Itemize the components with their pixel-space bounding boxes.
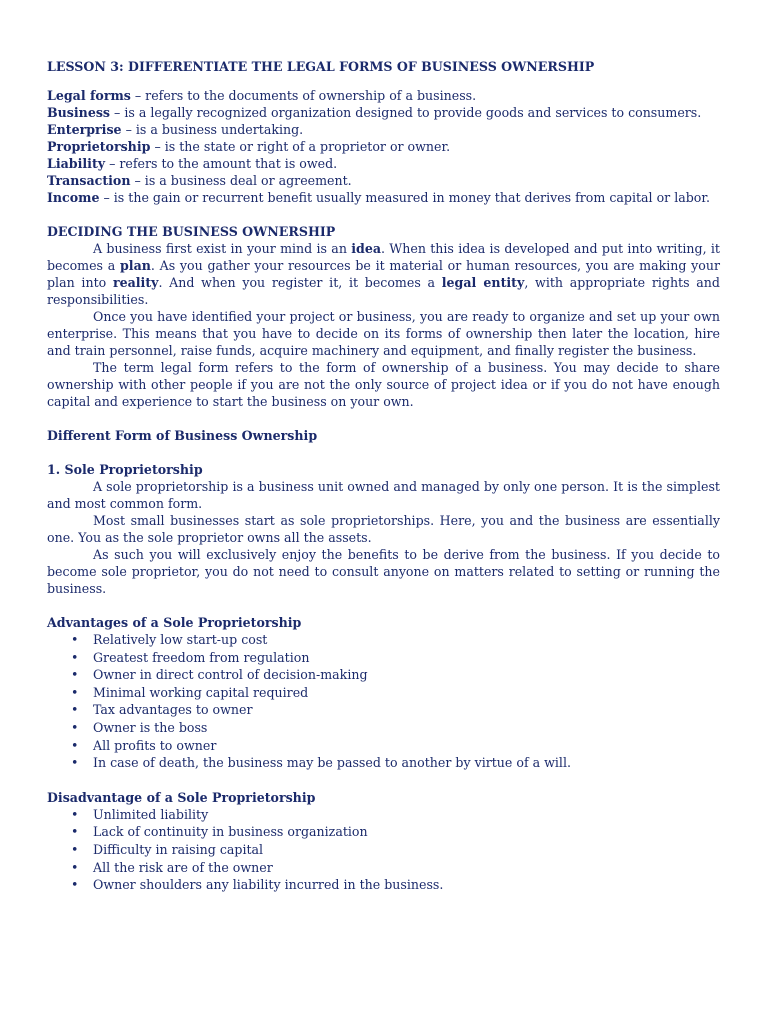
section-heading-sole-proprietorship: 1. Sole Proprietorship bbox=[47, 462, 203, 477]
bullet-icon: • bbox=[71, 684, 79, 700]
definition-text: – is a business undertaking. bbox=[121, 122, 304, 137]
deciding-paragraph-3: The term legal form refers to the form of ownership of a business. You may decide to share ownership with other people if you are not the only source of project idea or if you do not have enough capital and experience to start the business on your own. bbox=[47, 360, 720, 409]
list-item bbox=[47, 701, 720, 719]
definition-legal-forms bbox=[47, 87, 720, 104]
lesson-title: LESSON 3: DIFFERENTIATE THE LEGAL FORMS OF BUSINESS OWNERSHIP bbox=[47, 59, 595, 74]
definition-text: – refers to the documents of ownership of a business. bbox=[130, 88, 477, 103]
sole-paragraph-3: As such you will exclusively enjoy the benefits to be derive from the business. If you decide to become sole proprietor, you do not need to consult anyone on matters related to setting or running the business. bbox=[47, 547, 720, 596]
list-item-text: Tax advantages to owner bbox=[93, 702, 253, 718]
list-item bbox=[47, 841, 720, 859]
list-item-text: In case of death, the business may be passed to another by virtue of a will. bbox=[93, 755, 571, 771]
definition-business bbox=[47, 104, 720, 121]
list-item-text: Unlimited liability bbox=[93, 806, 209, 822]
deciding-paragraph-2: Once you have identified your project or business, you are ready to organize and set up your own enterprise. This means that you have to decide on its forms of ownership then later the location, hire and train personnel, raise funds, acquire machinery and equipment, and finally register the business. bbox=[47, 309, 720, 358]
list-item-text: Owner shoulders any liability incurred in the business. bbox=[93, 877, 444, 893]
list-item bbox=[47, 823, 720, 841]
sole-paragraph-1: A sole proprietorship is a business unit owned and managed by only one person. It is the simplest and most common form. bbox=[47, 479, 720, 511]
definition-text: – refers to the amount that is owed. bbox=[105, 156, 338, 171]
section-heading-advantages: Advantages of a Sole Proprietorship bbox=[47, 615, 302, 630]
bullet-icon: • bbox=[71, 719, 79, 735]
list-item-text: Relatively low start-up cost bbox=[93, 632, 268, 647]
definition-term: Liability bbox=[47, 156, 106, 171]
definition-liability bbox=[47, 155, 720, 172]
text-run: . When this idea is developed and put into writing, it becomes a bbox=[47, 241, 720, 273]
definition-transaction bbox=[47, 172, 720, 189]
list-item bbox=[47, 876, 720, 894]
text-run: A business first exist in your mind is an bbox=[93, 241, 352, 256]
list-item bbox=[47, 649, 720, 667]
bullet-icon: • bbox=[71, 737, 79, 753]
list-item bbox=[47, 631, 720, 649]
section-heading-forms: Different Form of Business Ownership bbox=[47, 428, 318, 443]
bullet-icon: • bbox=[71, 667, 79, 683]
definition-term: Income bbox=[47, 190, 100, 205]
list-item bbox=[47, 737, 720, 755]
bullet-icon: • bbox=[71, 877, 79, 893]
definition-term: Transaction bbox=[47, 173, 131, 188]
list-item-text: Difficulty in raising capital bbox=[93, 841, 264, 857]
list-item-text: Lack of continuity in business organization bbox=[93, 824, 368, 840]
section-heading-deciding: DECIDING THE BUSINESS OWNERSHIP bbox=[47, 224, 336, 239]
list-item-text: Greatest freedom from regulation bbox=[93, 649, 310, 665]
bullet-icon: • bbox=[71, 702, 79, 718]
definition-text: – is the state or right of a proprietor or owner. bbox=[150, 139, 451, 154]
bullet-icon: • bbox=[71, 649, 79, 665]
bullet-icon: • bbox=[71, 841, 79, 857]
bullet-icon: • bbox=[71, 824, 79, 840]
bullet-icon: • bbox=[71, 806, 79, 822]
definition-text: – is a legally recognized organization designed to provide goods and services to consumers. bbox=[110, 105, 702, 120]
deciding-paragraph-1 bbox=[47, 240, 720, 308]
definition-term: Proprietorship bbox=[47, 139, 151, 154]
advantages-list bbox=[47, 631, 720, 772]
definition-term: Business bbox=[47, 105, 111, 120]
emphasis-legal-entity: legal entity bbox=[441, 275, 525, 290]
bullet-icon: • bbox=[71, 755, 79, 771]
definitions-list bbox=[47, 87, 720, 206]
text-run: . And when you register it, it becomes a bbox=[158, 275, 442, 290]
list-item bbox=[47, 754, 720, 772]
bullet-icon: • bbox=[71, 859, 79, 875]
document-page bbox=[47, 58, 720, 894]
definition-term: Legal forms bbox=[47, 88, 131, 103]
definition-text: – is a business deal or agreement. bbox=[130, 173, 352, 188]
emphasis-plan: plan bbox=[119, 258, 151, 273]
sole-paragraph-2: Most small businesses start as sole proprietorships. Here, you and the business are essentially one. You as the sole proprietor owns all the assets. bbox=[47, 513, 720, 545]
definition-enterprise bbox=[47, 121, 720, 138]
emphasis-idea: idea bbox=[351, 241, 381, 256]
text-run: , with appropriate rights and responsibilities. bbox=[47, 275, 720, 307]
list-item-text: Owner is the boss bbox=[93, 719, 208, 735]
list-item bbox=[47, 684, 720, 702]
list-item bbox=[47, 719, 720, 737]
disadvantages-list bbox=[47, 806, 720, 894]
definition-term: Enterprise bbox=[47, 122, 122, 137]
definition-income bbox=[47, 189, 720, 206]
list-item-text: Minimal working capital required bbox=[93, 684, 309, 700]
list-item bbox=[47, 666, 720, 684]
section-heading-disadvantages: Disadvantage of a Sole Proprietorship bbox=[47, 789, 316, 805]
definition-text: – is the gain or recurrent benefit usually measured in money that derives from capital or labor. bbox=[99, 190, 711, 205]
list-item bbox=[47, 859, 720, 877]
list-item-text: Owner in direct control of decision-making bbox=[93, 667, 368, 683]
list-item-text: All the risk are of the owner bbox=[93, 859, 273, 875]
definition-proprietorship bbox=[47, 138, 720, 155]
emphasis-reality: reality bbox=[112, 275, 159, 290]
list-item bbox=[47, 806, 720, 824]
list-item-text: All profits to owner bbox=[93, 737, 217, 753]
text-run: . As you gather your resources be it material or human resources, you are making your plan into bbox=[47, 258, 720, 290]
bullet-icon: • bbox=[71, 632, 79, 647]
